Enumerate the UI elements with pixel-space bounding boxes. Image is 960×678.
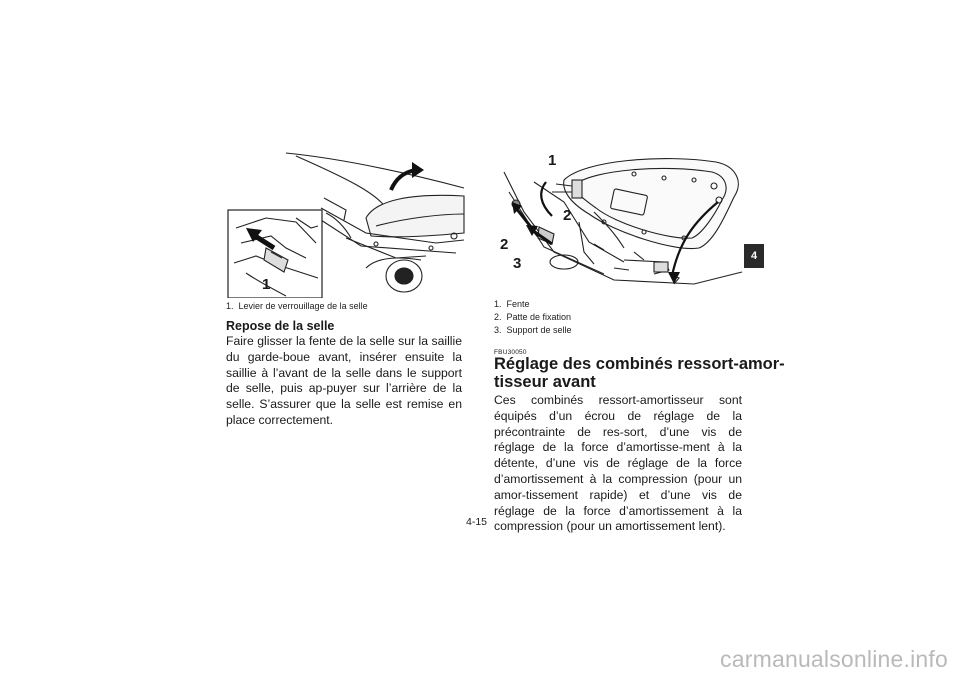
seat-mount-figure [494,152,744,298]
section-heading-line-2: tisseur avant [494,373,596,391]
caption-item [226,300,466,313]
page-number: 4-15 [466,516,488,528]
chapter-tab: 4 [744,244,764,268]
section-heading-line-1: Réglage des combinés ressort-amor- [494,355,785,373]
section-title-seat-installation: Repose de la selle [226,319,335,333]
caption-text: Fente [506,299,530,309]
watermark-text: carmanualsonline.info [720,646,948,672]
right-figure-callout-2-upper: 2 [563,207,572,224]
reference-code: FBU30050 [494,349,527,356]
shock-absorber-paragraph: Ces combinés ressort-amortisseur sont équipés d’un écrou de réglage de la précontrainte de res-sort, d’une vis de réglage de la force d’amortisse-ment à la détente, d’une vis de réglage de la force d’amortissement à la compression (pour un amor-tissement rapide) et d’une vis de réglage de la force d’amortissement à la compression (pour un amortissement lent). [494,393,742,534]
caption-number: 1. [226,301,234,311]
caption-number: 1. [494,299,502,309]
right-figure-caption [494,298,744,337]
caption-number: 2. [494,312,502,322]
left-figure-caption [226,300,466,313]
caption-text: Patte de fixation [506,312,572,322]
right-figure-callout-1: 1 [548,152,557,169]
right-figure-callout-3: 3 [513,255,522,272]
right-figure-callout-2-lower: 2 [500,236,509,253]
caption-item [494,298,744,311]
seat-mount-illustration [494,152,744,298]
caption-text: Levier de verrouillage de la selle [238,301,368,311]
caption-item [494,311,744,324]
left-figure-callout-1: 1 [262,276,271,293]
seat-installation-paragraph: Faire glisser la fente de la selle sur la saillie du garde-boue avant, insérer ensuite la saillie à l’avant de la selle dans le support de selle, puis ap-puyer sur l’arrière de la selle. S’assurer que la selle est remise en place correctement. [226,334,462,427]
caption-item [494,324,744,337]
caption-number: 3. [494,325,502,335]
caption-text: Support de selle [506,325,572,335]
